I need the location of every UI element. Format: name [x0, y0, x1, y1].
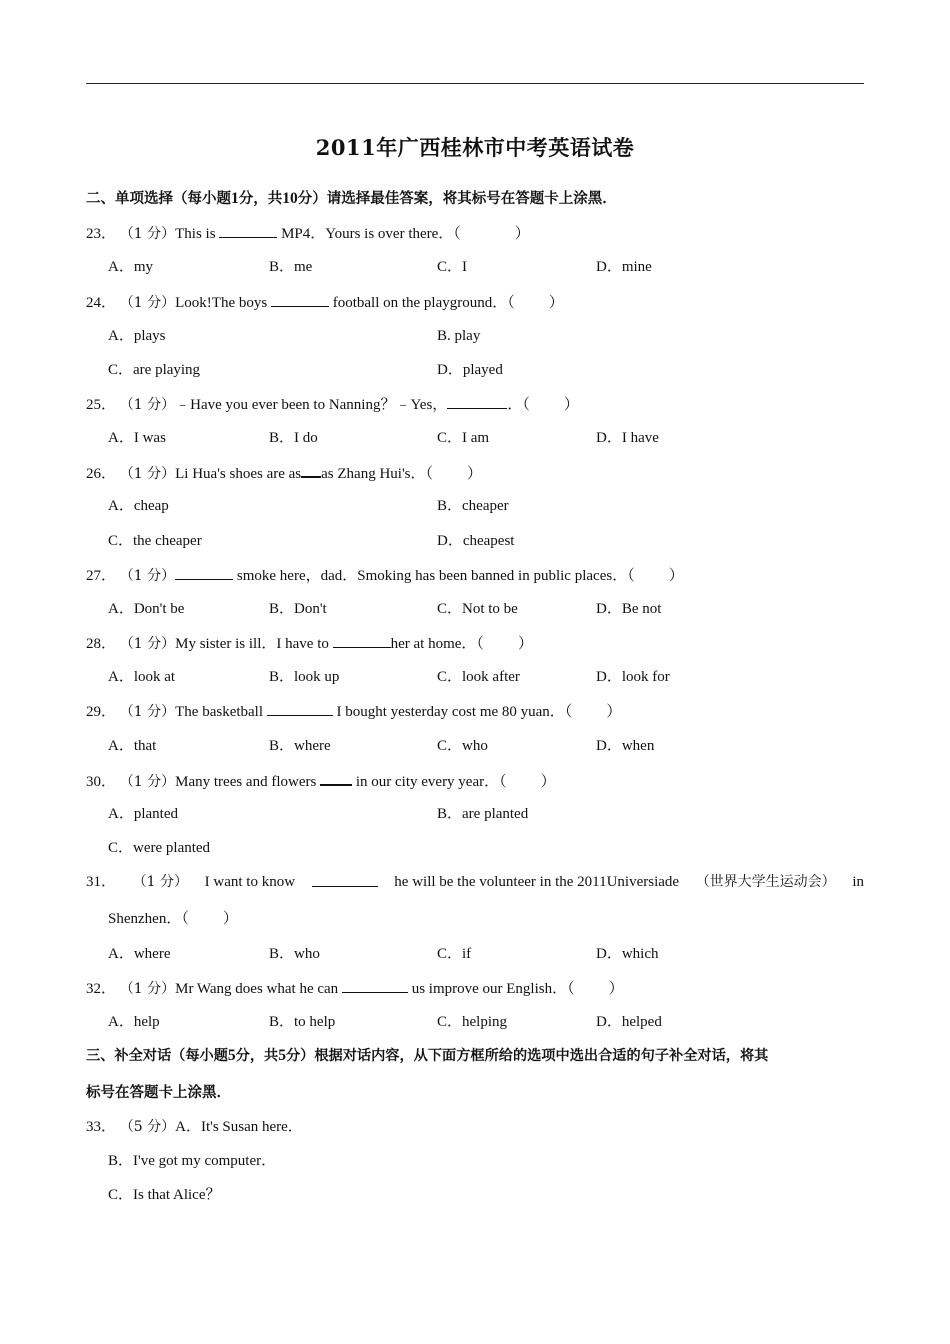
- option-c: C．are playing: [108, 362, 201, 378]
- option-a: A．where: [108, 946, 171, 962]
- option-c: C．were planted: [108, 840, 211, 856]
- option-b: B. play: [437, 328, 481, 344]
- option-a: A．that: [108, 738, 157, 754]
- answer-blank: [312, 871, 378, 887]
- answer-blank: [219, 222, 277, 238]
- question-25: 25． （1 分）﹣Have you ever been to Nanning？﹣Yes， ．（ ）: [86, 393, 579, 415]
- option-d: D．played: [437, 362, 503, 378]
- question-29: 29． （1 分）The basketball I bought yesterday cost me 80 yuan．（ ）: [86, 700, 621, 722]
- option-b: B．look up: [269, 669, 340, 685]
- option-c: C．I: [437, 259, 468, 275]
- question-32: 32． （1 分）Mr Wang does what he can us improve our English．（ ）: [86, 977, 624, 999]
- option-c: C．helping: [437, 1014, 507, 1030]
- question-23: 23． （1 分）This is MP4．Yours is over there．（ ）: [86, 222, 530, 244]
- option-a: A．help: [108, 1014, 160, 1030]
- section-3-heading: 三、补全对话（每小题5分，共5分）根据对话内容，从下面方框所给的选项中选出合适的句子补全对话，将其: [86, 1047, 769, 1064]
- answer-blank: [333, 632, 391, 648]
- question-30: 30． （1 分）Many trees and flowers in our city every year．（ ）: [86, 769, 556, 791]
- option-b: B．me: [269, 259, 313, 275]
- option-d: D．which: [596, 946, 659, 962]
- option-b: B．who: [269, 946, 320, 962]
- section-2-heading: 二、单项选择（每小题1分，共10分）请选择最佳答案，将其标号在答题卡上涂黑．: [86, 190, 617, 207]
- option-d: D．cheapest: [437, 533, 515, 549]
- question-33: 33． （5 分）A．It's Susan here．: [86, 1119, 303, 1135]
- option-c: C．I am: [437, 430, 490, 446]
- option-a: A．plays: [108, 328, 166, 344]
- answer-blank: [175, 564, 233, 580]
- option-c: C．the cheaper: [108, 533, 202, 549]
- option-c: C．Not to be: [437, 601, 518, 617]
- option-b: B．Don't: [269, 601, 327, 617]
- option-c: C．Is that Alice？: [108, 1187, 221, 1203]
- option-d: D．when: [596, 738, 655, 754]
- question-28: 28． （1 分）My sister is ill．I have to her at home．（ ）: [86, 632, 533, 654]
- answer-blank: [342, 977, 408, 993]
- header-rule: [86, 83, 864, 84]
- option-d: D．mine: [596, 259, 652, 275]
- option-d: D．Be not: [596, 601, 662, 617]
- option-a: A．my: [108, 259, 154, 275]
- option-b: B．are planted: [437, 806, 529, 822]
- question-31: 31． （1 分） I want to know he will be the volunteer in the 2011Universiade （世界大学生运动会） in: [86, 871, 864, 893]
- option-b: B．I've got my computer．: [108, 1153, 277, 1169]
- option-b: B．cheaper: [437, 498, 509, 514]
- option-a: A．look at: [108, 669, 176, 685]
- answer-blank: [267, 700, 333, 716]
- section-3-heading-continued: 标号在答题卡上涂黑．: [86, 1085, 231, 1101]
- option-b: B．to help: [269, 1014, 336, 1030]
- question-31-continued: Shenzhen．（ ）: [108, 911, 238, 927]
- option-c: C．look after: [437, 669, 520, 685]
- answer-blank: [447, 393, 507, 409]
- option-a: A．I was: [108, 430, 166, 446]
- option-a: A．planted: [108, 806, 178, 822]
- option-c: C．if: [437, 946, 472, 962]
- page-title: 2011年广西桂林市中考英语试卷: [315, 135, 635, 160]
- option-d: D．look for: [596, 669, 670, 685]
- option-b: B．where: [269, 738, 331, 754]
- question-26: 26． （1 分）Li Hua's shoes are as as Zhang Hui's．（ ）: [86, 461, 482, 483]
- option-d: D．helped: [596, 1014, 662, 1030]
- answer-blank: [301, 461, 321, 478]
- option-a: A．cheap: [108, 498, 169, 514]
- option-d: D．I have: [596, 430, 659, 446]
- question-27: 27． （1 分） smoke here，dad．Smoking has been banned in public places．（ ）: [86, 564, 684, 586]
- question-24: 24． （1 分）Look!The boys football on the playground．（ ）: [86, 291, 564, 313]
- option-b: B．I do: [269, 430, 318, 446]
- option-c: C．who: [437, 738, 488, 754]
- answer-blank: [271, 291, 329, 307]
- answer-blank: [320, 769, 352, 786]
- option-a: A．Don't be: [108, 601, 185, 617]
